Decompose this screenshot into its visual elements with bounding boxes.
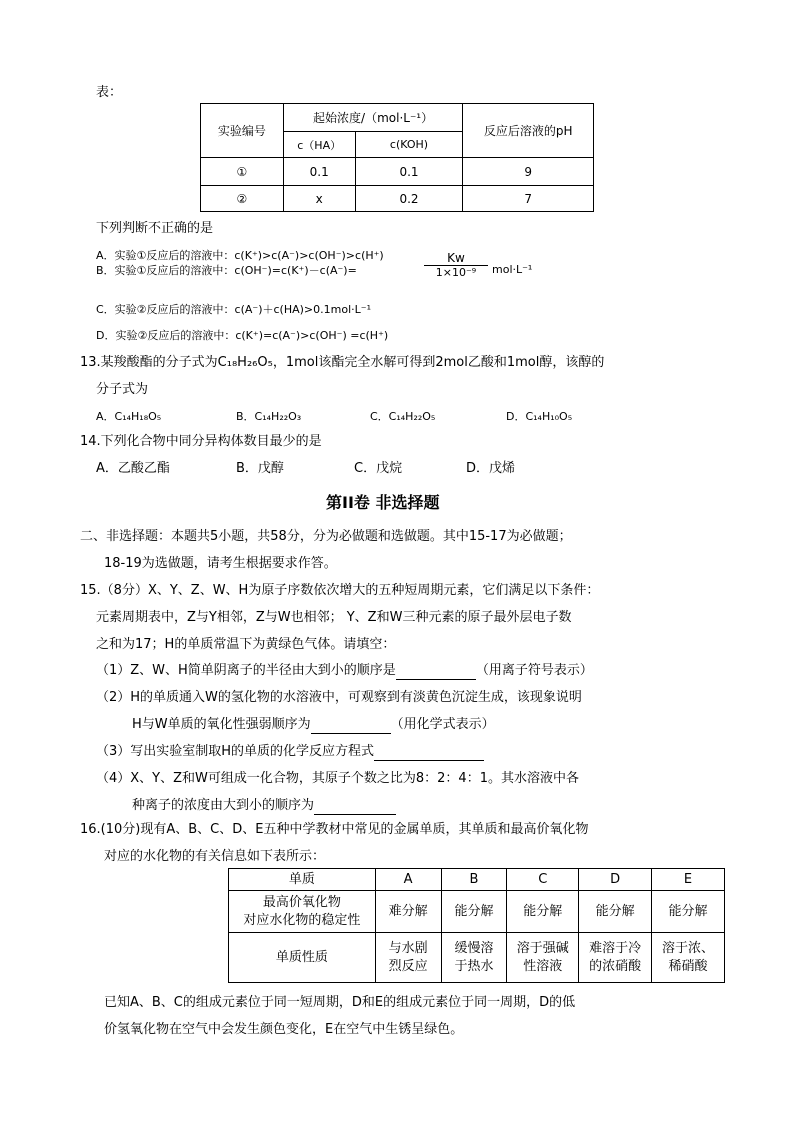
th-element: 单质 bbox=[229, 869, 376, 891]
q15-part1-text: （1）Z、W、H简单阴离子的半径由大到小的顺序是 bbox=[96, 663, 396, 678]
q13-stem-1: 13.某羧酸酯的分子式为C₁₈H₂₆O₅，1mol该酯完全水解可得到2mol乙酸和1mol醇，该醇的 bbox=[80, 355, 605, 370]
q12-stem: 下列判断不正确的是 bbox=[96, 221, 214, 236]
cell-ha: 0.1 bbox=[283, 158, 355, 186]
cell-property bbox=[375, 933, 441, 983]
q15-part1 bbox=[96, 662, 593, 680]
th-ph: 反应后溶液的pH bbox=[463, 104, 594, 158]
q15-part4b bbox=[132, 797, 396, 815]
q13-option-d: D．C₁₄H₁₀O₅ bbox=[506, 410, 573, 423]
cell-line: 溶于浓、 bbox=[662, 940, 715, 956]
q14-option-b: B．戊醇 bbox=[236, 461, 284, 476]
q15-part4b-text: 种离子的浓度由大到小的顺序为 bbox=[132, 798, 315, 813]
cell-line: 缓慢溶 bbox=[454, 940, 494, 956]
th-ha: c（HA） bbox=[283, 132, 355, 158]
section-title: 第II卷 非选择题 bbox=[326, 493, 440, 512]
q12-fraction bbox=[424, 251, 488, 279]
row-label-property: 单质性质 bbox=[229, 933, 376, 983]
cell-line: 烈反应 bbox=[388, 958, 428, 974]
answer-blank[interactable] bbox=[396, 665, 476, 680]
q15-stem-1: 15.（8分）X、Y、Z、W、H为原子序数依次增大的五种短周期元素，它们满足以下条件： bbox=[80, 583, 600, 598]
q16-stem-2: 对应的水化物的有关信息如下表所示： bbox=[104, 849, 326, 864]
q14-option-d: D．戊烯 bbox=[466, 461, 516, 476]
cell-stability: 难分解 bbox=[375, 891, 441, 933]
q15-stem-3: 之和为17；H的单质常温下为黄绿色气体。请填空： bbox=[96, 637, 396, 652]
cell-id: ① bbox=[201, 158, 284, 186]
intro-label: 表： bbox=[96, 85, 123, 100]
q15-part2b-tail: （用化学式表示） bbox=[390, 717, 495, 732]
q15-part2a: （2）H的单质通入W的氢化物的水溶液中，可观察到有淡黄色沉淀生成，该现象说明 bbox=[96, 690, 582, 705]
q15-stem-2: 元素周期表中，Z与Y相邻，Z与W也相邻； Y、Z和W三种元素的原子最外层电子数 bbox=[96, 610, 572, 625]
cell-line: 与水剧 bbox=[388, 940, 428, 956]
q13-stem-2: 分子式为 bbox=[96, 382, 149, 397]
cell-ha: x bbox=[283, 186, 355, 212]
cell-stability: 能分解 bbox=[507, 891, 579, 933]
section2-line1: 二、非选择题：本题共5小题，共58分，分为必做题和选做题。其中15-17为必做题； bbox=[80, 529, 572, 544]
section2-line2: 18-19为选做题，请考生根据要求作答。 bbox=[104, 556, 337, 571]
th-a: A bbox=[375, 869, 441, 891]
th-d: D bbox=[579, 869, 652, 891]
q15-part2b-text: H与W单质的氧化性强弱顺序为 bbox=[132, 717, 311, 732]
q12-option-d: D．实验②反应后的溶液中：c(K⁺)=c(A⁻)>c(OH⁻) =c(H⁺) bbox=[96, 329, 389, 342]
q13-option-c: C．C₁₄H₂₂O₅ bbox=[370, 410, 436, 423]
cell-line: 的浓硝酸 bbox=[589, 958, 642, 974]
th-b: B bbox=[441, 869, 507, 891]
cell-property bbox=[507, 933, 579, 983]
fraction-denominator: 1×10⁻⁹ bbox=[435, 266, 477, 279]
q15-part3-text: （3）写出实验室制取H的单质的化学反应方程式 bbox=[96, 744, 375, 759]
experiment-table bbox=[200, 103, 594, 212]
cell-line: 性溶液 bbox=[523, 958, 563, 974]
q16-after-2: 价氢氧化物在空气中会发生颜色变化，E在空气中生锈呈绿色。 bbox=[104, 1022, 464, 1037]
q12-option-a: A．实验①反应后的溶液中：c(K⁺)>c(A⁻)>c(OH⁻)>c(H⁺) bbox=[96, 249, 384, 262]
cell-id: ② bbox=[201, 186, 284, 212]
q16-stem-1: 16.(10分)现有A、B、C、D、E五种中学教材中常见的金属单质，其单质和最高价氧化物 bbox=[80, 822, 589, 837]
row-label-line: 对应水化物的稳定性 bbox=[243, 912, 361, 928]
cell-stability: 能分解 bbox=[652, 891, 725, 933]
q15-part1-tail: （用离子符号表示） bbox=[475, 663, 593, 678]
cell-stability: 能分解 bbox=[441, 891, 507, 933]
q14-option-a: A．乙酸乙酯 bbox=[96, 461, 170, 476]
q15-part4a: （4）X、Y、Z和W可组成一化合物，其原子个数之比为8：2：4：1。其水溶液中各 bbox=[96, 771, 579, 786]
q12-option-c: C．实验②反应后的溶液中：c(A⁻)＋c(HA)>0.1mol·L⁻¹ bbox=[96, 303, 371, 316]
q14-option-c: C．戊烷 bbox=[354, 461, 403, 476]
row-label-line: 最高价氧化物 bbox=[262, 894, 341, 910]
answer-blank[interactable] bbox=[311, 719, 391, 734]
cell-line: 稀硝酸 bbox=[668, 958, 708, 974]
q13-option-a: A．C₁₄H₁₈O₅ bbox=[96, 410, 162, 423]
cell-property bbox=[579, 933, 652, 983]
th-e: E bbox=[652, 869, 725, 891]
q14-stem: 14.下列化合物中同分异构体数目最少的是 bbox=[80, 434, 322, 449]
q16-after-1: 已知A、B、C的组成元素位于同一短周期，D和E的组成元素位于同一周期，D的低 bbox=[104, 995, 576, 1010]
fraction-numerator: Kw bbox=[424, 251, 488, 266]
q13-option-b: B．C₁₄H₂₂O₃ bbox=[236, 410, 302, 423]
cell-koh: 0.1 bbox=[355, 158, 463, 186]
cell-line: 难溶于冷 bbox=[589, 940, 642, 956]
table-row bbox=[201, 158, 594, 186]
row-label-stability bbox=[229, 891, 376, 933]
cell-property bbox=[652, 933, 725, 983]
q15-part2b bbox=[132, 716, 495, 734]
cell-stability: 能分解 bbox=[579, 891, 652, 933]
table-row bbox=[201, 186, 594, 212]
cell-property bbox=[441, 933, 507, 983]
th-c: C bbox=[507, 869, 579, 891]
q12-unit: mol·L⁻¹ bbox=[492, 263, 533, 276]
q12-option-b: B．实验①反应后的溶液中：c(OH⁻)=c(K⁺)－c(A⁻)= bbox=[96, 264, 357, 277]
cell-ph: 9 bbox=[463, 158, 594, 186]
table-row bbox=[229, 933, 725, 983]
answer-blank[interactable] bbox=[314, 800, 396, 815]
table-row bbox=[229, 891, 725, 933]
th-koh: c(KOH) bbox=[355, 132, 463, 158]
answer-blank[interactable] bbox=[374, 746, 484, 761]
cell-line: 溶于强碱 bbox=[516, 940, 569, 956]
th-conc: 起始浓度/（mol·L⁻¹） bbox=[283, 104, 463, 132]
metal-table bbox=[228, 868, 725, 983]
th-id: 实验编号 bbox=[201, 104, 284, 158]
cell-line: 于热水 bbox=[454, 958, 494, 974]
cell-ph: 7 bbox=[463, 186, 594, 212]
q15-part3 bbox=[96, 743, 484, 761]
cell-koh: 0.2 bbox=[355, 186, 463, 212]
